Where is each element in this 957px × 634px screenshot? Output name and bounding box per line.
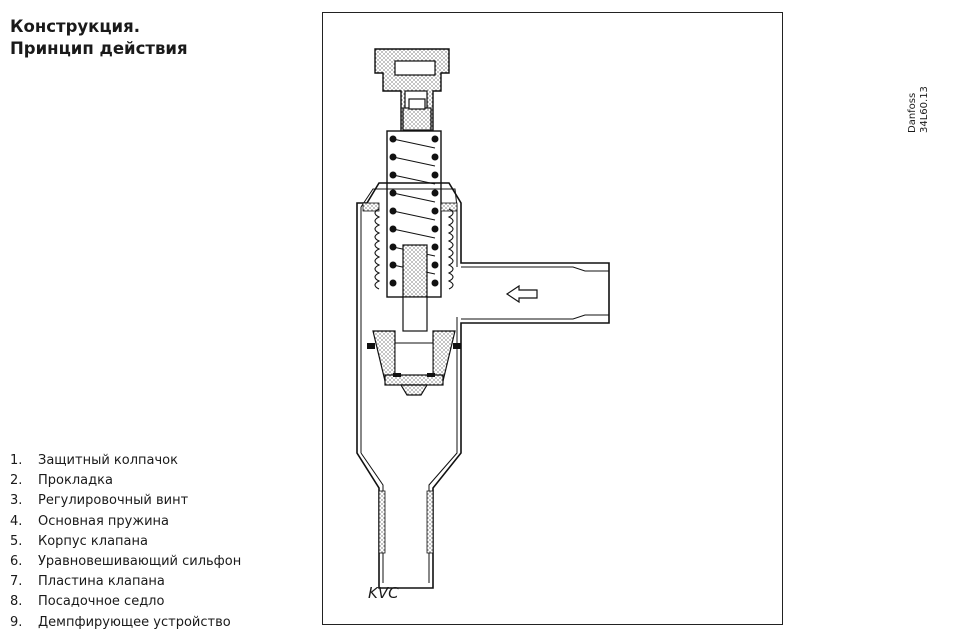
list-item <box>10 451 241 471</box>
item-label: Основная пружина <box>38 513 169 529</box>
list-item <box>10 552 241 572</box>
brand-label: Danfoss <box>907 92 918 133</box>
drawing-code-label <box>907 77 957 137</box>
drawing-frame <box>322 12 930 625</box>
list-item <box>10 471 241 491</box>
item-label: Пластина клапана <box>38 574 165 590</box>
item-number: 2. <box>10 473 23 489</box>
list-item <box>10 572 241 592</box>
list-item <box>10 613 241 633</box>
list-item <box>10 491 241 511</box>
title-line-2: Принцип действия <box>10 39 188 58</box>
model-label: KVC <box>368 584 399 602</box>
valve-insert <box>367 297 461 395</box>
item-number: 4. <box>10 513 23 529</box>
main-spring <box>387 131 441 297</box>
item-number: 5. <box>10 533 23 549</box>
item-number: 3. <box>10 493 23 509</box>
title-line-1: Конструкция. <box>10 17 140 36</box>
item-number: 8. <box>10 594 23 610</box>
valve-cross-section <box>323 13 784 626</box>
item-label: Посадочное седло <box>38 594 165 610</box>
parts-list <box>10 451 241 633</box>
item-number: 1. <box>10 453 23 468</box>
item-label: Защитный колпачок <box>38 453 178 468</box>
item-number: 6. <box>10 554 23 570</box>
item-number: 9. <box>10 614 23 630</box>
item-label: Прокладка <box>38 473 113 489</box>
flow-arrow-icon <box>507 286 537 302</box>
drawing-code: 34L60.13 <box>919 86 930 133</box>
list-item <box>10 532 241 552</box>
section-title <box>10 16 188 60</box>
list-item <box>10 592 241 612</box>
item-label: Регулировочный винт <box>38 493 189 509</box>
item-label: Уравновешивающий сильфон <box>38 554 242 570</box>
item-number: 7. <box>10 574 23 590</box>
list-item <box>10 512 241 532</box>
item-label: Корпус клапана <box>38 533 148 549</box>
item-label: Демпфирующее устройство <box>38 614 231 630</box>
